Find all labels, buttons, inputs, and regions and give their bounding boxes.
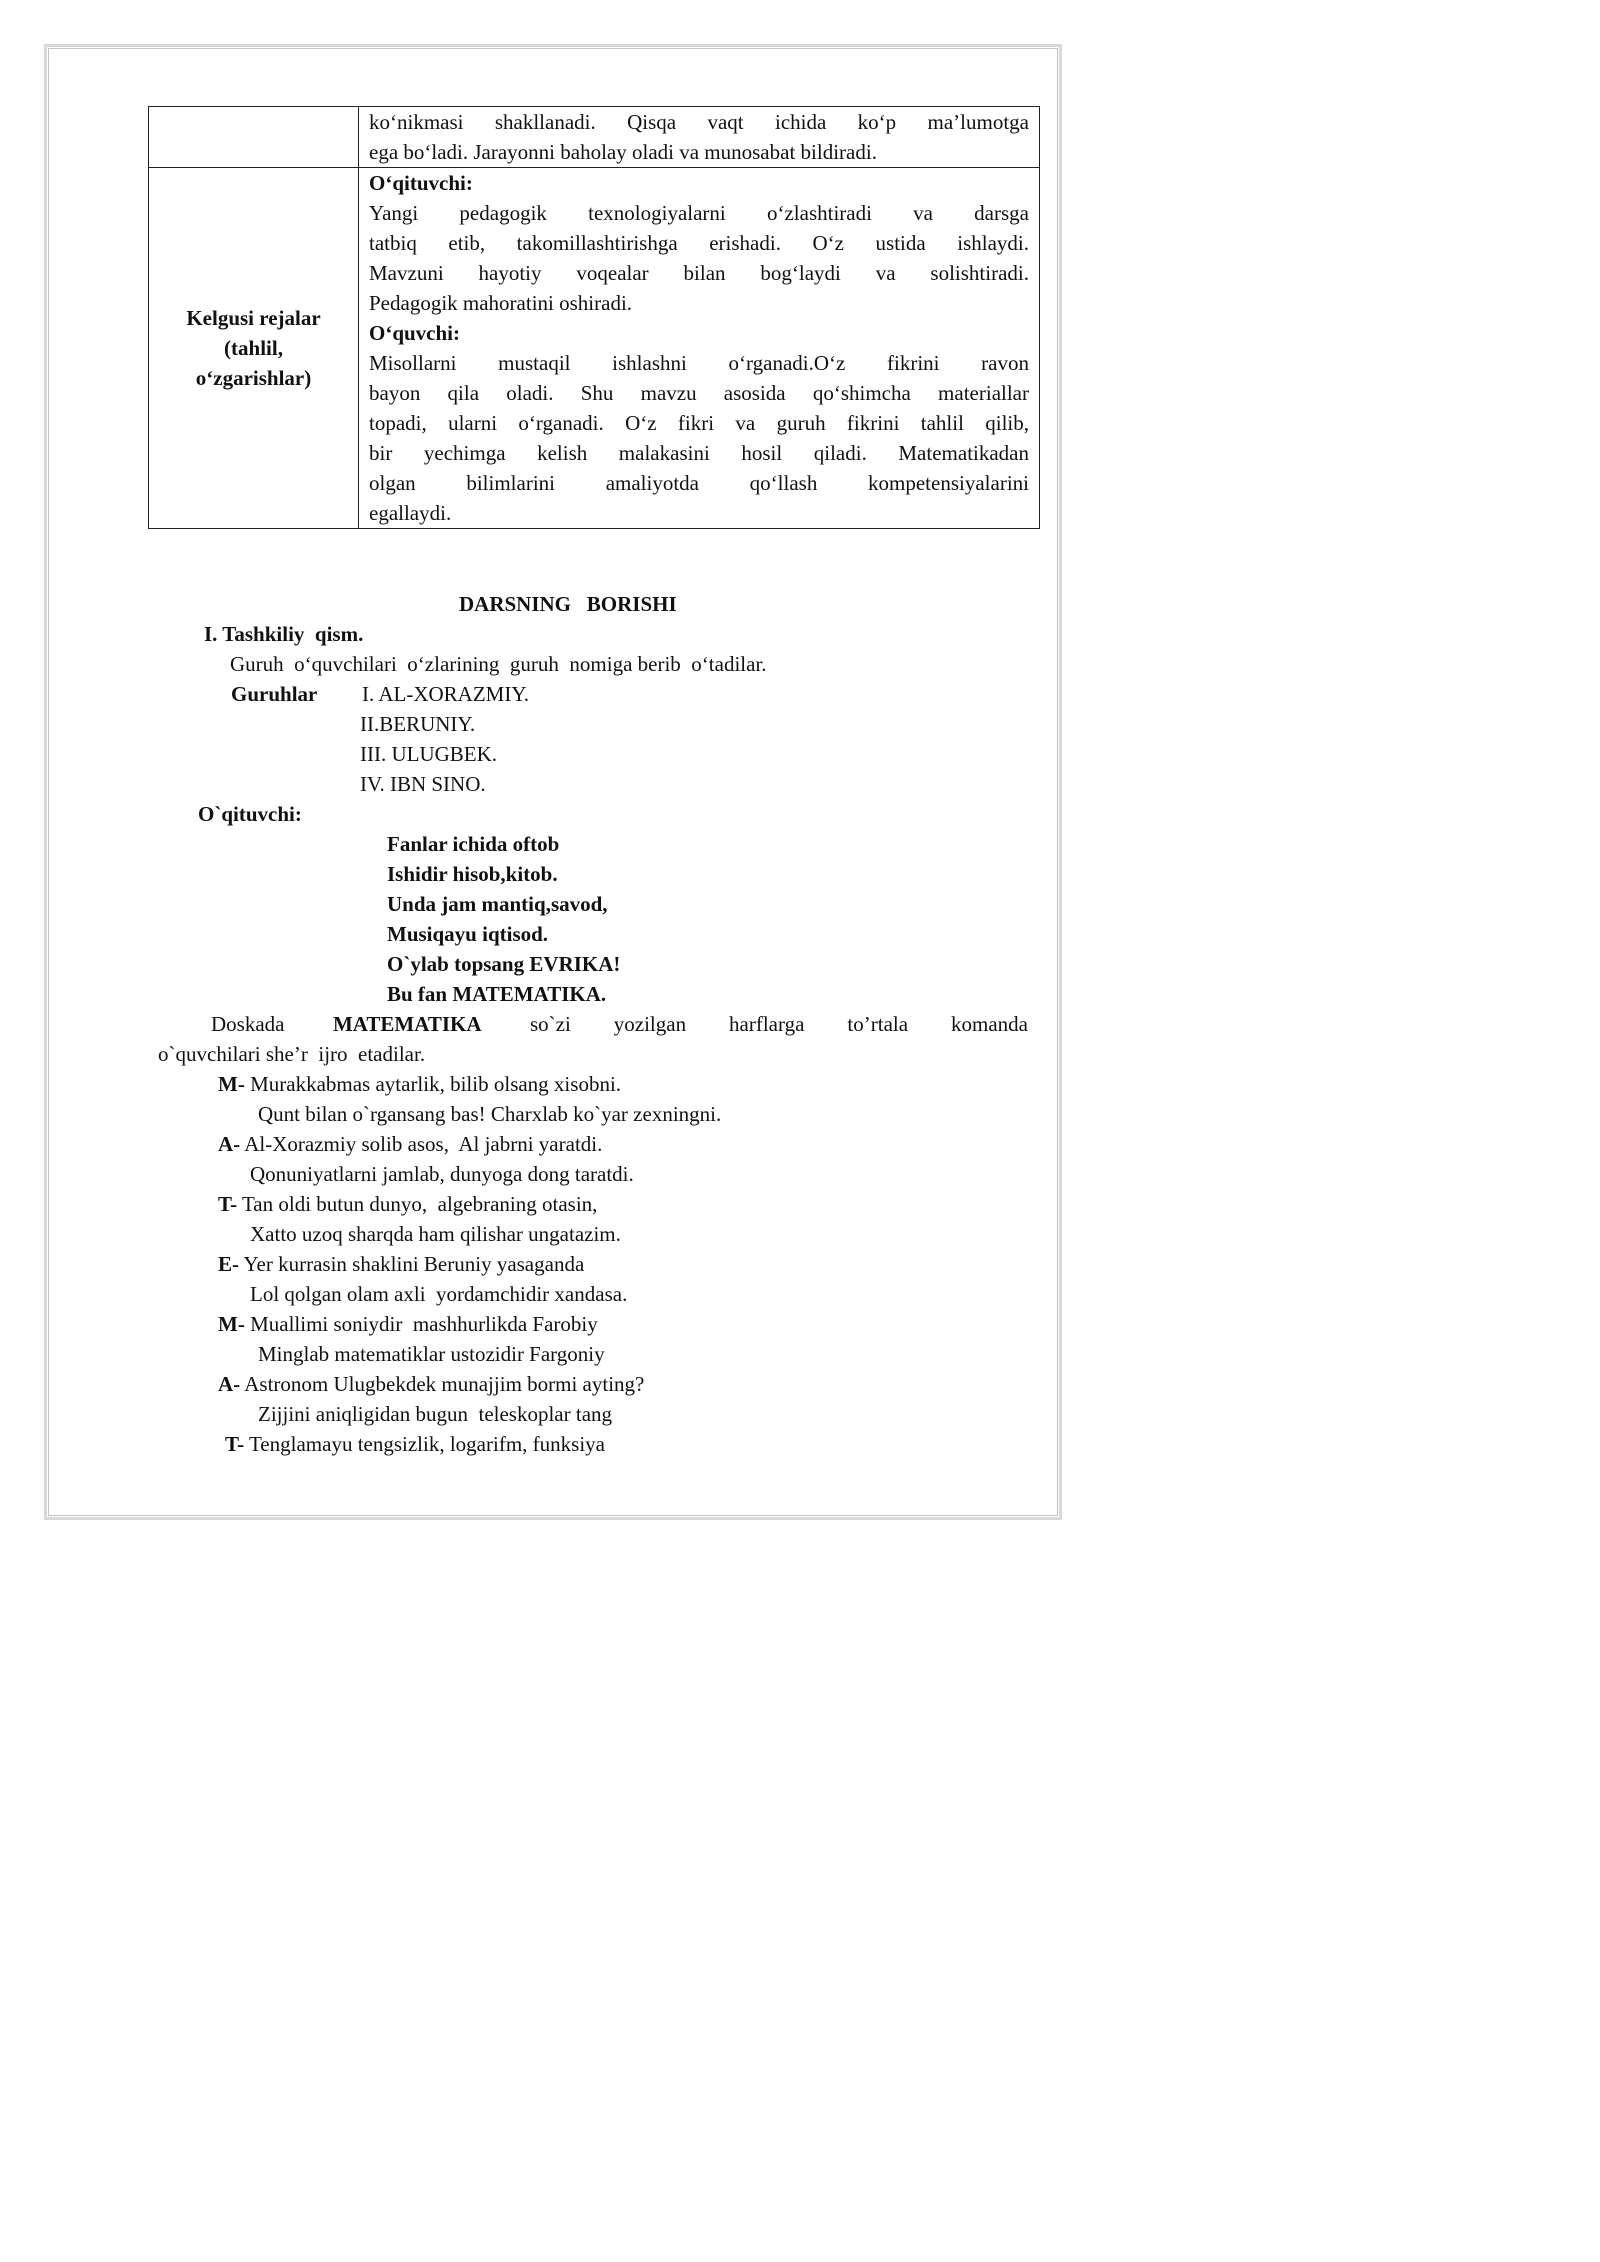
verse-text: Murakkabmas aytarlik, bilib olsang xisobni.: [244, 1072, 622, 1096]
poem-line: Ishidir hisob,kitob.: [387, 862, 558, 886]
teacher-text-line: Mavzuni hayotiy voqealar bilan bog‘laydi va solishtiradi.: [369, 261, 1029, 285]
lesson-plan-table: [148, 106, 1040, 529]
board-text: so`zi yozilgan harflarga to’rtala komanda: [529, 1012, 1028, 1036]
table-text-line: ega bo‘ladi. Jarayonni baholay oladi va munosabat bildiradi.: [369, 140, 877, 164]
verse-line: Minglab matematiklar ustozidir Fargoniy: [258, 1342, 605, 1366]
board-text-line2: o`quvchilari she’r ijro etadilar.: [158, 1042, 426, 1066]
group-name: III. ULUGBEK.: [360, 742, 498, 766]
verse-letter: M-: [218, 1072, 245, 1096]
poem-line: Fanlar ichida oftob: [387, 832, 560, 856]
poem-line: Bu fan MATEMATIKA.: [387, 982, 607, 1006]
verse-line: [218, 1309, 598, 1339]
future-plans-label: Kelgusi rejalar: [186, 306, 321, 330]
verse-line: [218, 1369, 644, 1399]
table-cell-text: [359, 107, 1040, 168]
poem-line: O`ylab topsang EVRIKA!: [387, 952, 621, 976]
board-instruction: [211, 1009, 1028, 1039]
group-name: II.BERUNIY.: [360, 712, 476, 736]
verse-text: Tan oldi butun dunyo, algebraning otasin,: [237, 1192, 598, 1216]
verse-letter: T-: [225, 1432, 245, 1456]
student-text-line: egallaydi.: [369, 501, 452, 525]
verse-letter: A-: [218, 1132, 241, 1156]
table-cell-empty: [149, 107, 359, 168]
future-plans-label: o‘zgarishlar): [195, 366, 312, 390]
future-plans-label: (tahlil,: [224, 336, 283, 360]
verse-text: Al-Xorazmiy solib asos, Al jabrni yaratdi.: [240, 1132, 603, 1156]
poem-line: Musiqayu iqtisod.: [387, 922, 549, 946]
verse-text: Muallimi soniydir mashhurlikda Farobiy: [244, 1312, 598, 1336]
student-header: O‘quvchi:: [369, 321, 461, 345]
student-text-line: topadi, ularni o‘rganadi. O‘z fikri va guruh fikrini tahlil qilib,: [369, 411, 1029, 435]
teacher-header: O‘qituvchi:: [369, 171, 473, 195]
student-text-line: olgan bilimlarini amaliyotda qo‘llash kompetensiyalarini: [369, 471, 1029, 495]
board-word: MATEMATIKA: [332, 1012, 482, 1036]
teacher-text-line: tatbiq etib, takomillashtirishga erishadi. O‘z ustida ishlaydi.: [369, 231, 1029, 255]
part-heading: I. Tashkiliy qism.: [204, 622, 364, 646]
verse-line: Lol qolgan olam axli yordamchidir xandasa.: [250, 1282, 628, 1306]
verse-line: [225, 1429, 605, 1459]
teacher-text-line: Pedagogik mahoratini oshiradi.: [369, 291, 633, 315]
poem-line: Unda jam mantiq,savod,: [387, 892, 608, 916]
board-text: Doskada: [211, 1012, 285, 1036]
verse-line: [218, 1069, 621, 1099]
teacher-text-line: Yangi pedagogik texnologiyalarni o‘zlashtiradi va darsga: [369, 201, 1029, 225]
verse-line: Qonuniyatlarni jamlab, dunyoga dong taratdi.: [250, 1162, 634, 1186]
verse-line: Xatto uzoq sharqda ham qilishar ungatazim.: [250, 1222, 621, 1246]
verse-letter: E-: [218, 1252, 239, 1276]
verse-line: Qunt bilan o`rgansang bas! Charxlab ko`yar zexningni.: [258, 1102, 722, 1126]
verse-line: [218, 1249, 584, 1279]
verse-letter: T-: [218, 1192, 238, 1216]
table-row: [149, 107, 1040, 168]
future-plans-label-cell: [149, 168, 359, 529]
student-text-line: bir yechimga kelish malakasini hosil qiladi. Matematikadan: [369, 441, 1029, 465]
student-text-line: bayon qila oladi. Shu mavzu asosida qo‘shimcha materiallar: [369, 381, 1029, 405]
teacher-label: O`qituvchi:: [198, 802, 302, 826]
verse-line: [218, 1129, 602, 1159]
future-plans-content-cell: [359, 168, 1040, 529]
verse-letter: M-: [218, 1312, 245, 1336]
verse-line: Zijjini aniqligidan bugun teleskoplar tang: [258, 1402, 613, 1426]
table-row: [149, 168, 1040, 529]
section-title: DARSNING BORISHI: [459, 592, 677, 616]
verse-text: Tenglamayu tengsizlik, logarifm, funksiya: [244, 1432, 605, 1456]
verse-letter: A-: [218, 1372, 241, 1396]
group-name: I. AL-XORAZMIY.: [362, 682, 530, 706]
group-name: IV. IBN SINO.: [360, 772, 486, 796]
verse-line: [218, 1189, 597, 1219]
verse-text: Astronom Ulugbekdek munajjim bormi ayting?: [240, 1372, 645, 1396]
table-text-line: ko‘nikmasi shakllanadi. Qisqa vaqt ichida ko‘p ma’lumotga: [369, 110, 1029, 134]
student-text-line: Misollarni mustaqil ishlashni o‘rganadi.O‘z fikrini ravon: [369, 351, 1029, 375]
verse-text: Yer kurrasin shaklini Beruniy yasaganda: [239, 1252, 585, 1276]
intro-text: Guruh o‘quvchilari o‘zlarining guruh nomiga berib o‘tadilar.: [230, 652, 767, 676]
groups-label: Guruhlar: [231, 682, 318, 706]
